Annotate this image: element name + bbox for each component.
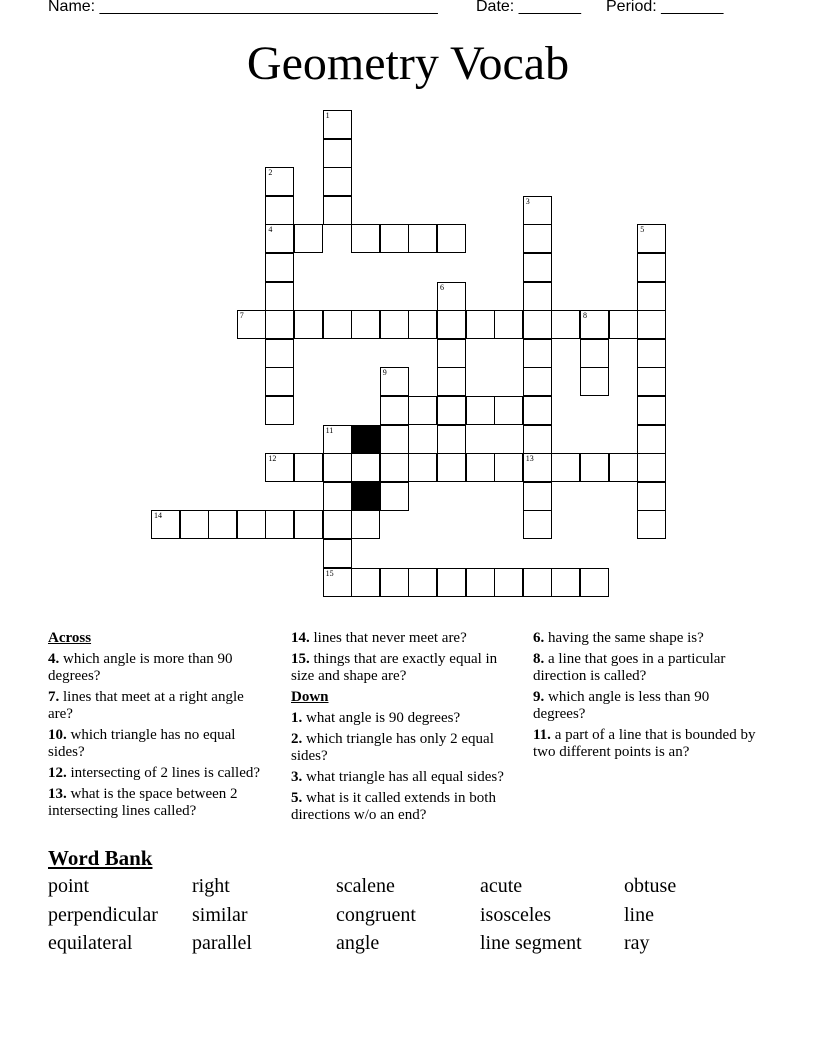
clue-text: having the same shape is? [544, 630, 704, 646]
clue-text: intersecting of 2 lines is called? [66, 765, 261, 781]
answer-cell[interactable] [551, 453, 580, 482]
answer-cell[interactable] [323, 167, 352, 196]
answer-cell[interactable] [523, 396, 552, 425]
answer-cell[interactable] [637, 482, 666, 511]
answer-cell[interactable] [466, 396, 495, 425]
answer-cell[interactable] [265, 396, 294, 425]
answer-cell[interactable] [323, 510, 352, 539]
clues-column-3 [533, 630, 761, 765]
answer-cell[interactable] [380, 482, 409, 511]
answer-cell[interactable] [351, 224, 380, 253]
answer-cell[interactable] [265, 310, 294, 339]
answer-cell[interactable] [466, 310, 495, 339]
answer-cell[interactable] [180, 510, 209, 539]
date-field[interactable]: Date: _______ [476, 0, 581, 15]
clue-num: 5. [291, 790, 303, 806]
answer-cell[interactable] [351, 510, 380, 539]
word-bank-word: obtuse [624, 875, 677, 897]
clue-item [533, 727, 761, 761]
answer-cell[interactable] [323, 196, 352, 225]
clue-text: things that are exactly equal in size and shape are? [291, 651, 498, 684]
answer-cell[interactable] [265, 282, 294, 311]
answer-cell[interactable] [380, 568, 409, 597]
clues-column-1 [48, 630, 270, 824]
answer-cell[interactable] [323, 453, 352, 482]
clue-number: 5 [640, 225, 645, 235]
clue-num: 13. [48, 786, 67, 802]
clue-num: 8. [533, 651, 545, 667]
answer-cell[interactable] [294, 310, 323, 339]
clue-num: 10. [48, 727, 67, 743]
clue-item [48, 651, 270, 685]
answer-cell[interactable] [637, 510, 666, 539]
answer-cell[interactable] [294, 224, 323, 253]
word-bank-word: right [192, 875, 230, 897]
word-bank-word: angle [336, 932, 380, 954]
clue-number: 1 [325, 111, 330, 120]
clue-text: which triangle has only 2 equal sides? [291, 731, 494, 764]
word-bank-word: parallel [192, 932, 252, 954]
clue-number: 15 [325, 568, 334, 578]
word-bank-word: ray [624, 932, 650, 954]
answer-cell[interactable] [523, 339, 552, 368]
answer-cell[interactable] [294, 510, 323, 539]
answer-cell[interactable] [637, 396, 666, 425]
answer-cell[interactable] [523, 196, 552, 225]
answer-cell[interactable] [494, 310, 523, 339]
clue-text: what angle is 90 degrees? [302, 710, 461, 726]
clue-num: 1. [291, 710, 303, 726]
answer-cell[interactable] [380, 453, 409, 482]
answer-cell[interactable] [408, 568, 437, 597]
answer-cell[interactable] [466, 568, 495, 597]
answer-cell[interactable] [637, 367, 666, 396]
answer-cell[interactable] [551, 310, 580, 339]
answer-cell[interactable] [437, 453, 466, 482]
clue-item [291, 630, 516, 647]
answer-cell[interactable] [408, 396, 437, 425]
answer-cell[interactable] [408, 453, 437, 482]
clue-num: 6. [533, 630, 545, 646]
answer-cell[interactable] [437, 224, 466, 253]
clue-item [291, 769, 516, 786]
clue-text: which angle is less than 90 degrees? [533, 689, 710, 722]
answer-cell[interactable] [408, 310, 437, 339]
clue-item [291, 790, 516, 824]
answer-cell[interactable] [637, 253, 666, 282]
answer-cell[interactable] [523, 425, 552, 454]
answer-cell[interactable] [523, 224, 552, 253]
answer-cell[interactable] [265, 453, 294, 482]
clue-number: 8 [583, 311, 587, 321]
word-bank-title: Word Bank [48, 846, 153, 870]
answer-cell[interactable] [323, 310, 352, 339]
clue-num: 4. [48, 651, 60, 667]
clue-num: 15. [291, 651, 310, 667]
answer-cell[interactable] [323, 482, 352, 511]
clue-text: what is the space between 2 intersecting lines called? [48, 786, 238, 819]
answer-cell[interactable] [437, 310, 466, 339]
clue-text: which triangle has no equal sides? [48, 727, 236, 760]
answer-cell[interactable] [151, 510, 180, 539]
clue-number: 7 [239, 311, 244, 321]
clue-num: 11. [533, 727, 551, 743]
answer-cell[interactable] [437, 568, 466, 597]
clue-text: a part of a line that is bounded by two different points is an? [533, 727, 756, 760]
answer-cell[interactable] [523, 510, 552, 539]
answer-cell[interactable] [637, 453, 666, 482]
answer-cell[interactable] [580, 568, 609, 597]
word-bank-word: line segment [480, 932, 582, 954]
answer-cell[interactable] [523, 367, 552, 396]
clue-text: a line that goes in a particular direction is called? [533, 651, 726, 684]
answer-cell[interactable] [408, 224, 437, 253]
answer-cell[interactable] [380, 310, 409, 339]
answer-cell[interactable] [351, 310, 380, 339]
answer-cell[interactable] [637, 310, 666, 339]
answer-cell[interactable] [437, 282, 466, 311]
answer-cell[interactable] [609, 453, 638, 482]
answer-cell[interactable] [265, 167, 294, 196]
clue-item [533, 689, 761, 723]
answer-cell[interactable] [437, 425, 466, 454]
clues-column-2 [291, 630, 516, 828]
clue-text: lines that meet at a right angle are? [48, 689, 244, 722]
answer-cell[interactable] [351, 568, 380, 597]
word-bank-word: point [48, 875, 90, 897]
clue-number: 13 [525, 454, 534, 464]
answer-cell[interactable] [265, 196, 294, 225]
word-bank-word: acute [480, 875, 523, 897]
answer-cell[interactable] [437, 396, 466, 425]
clue-number: 14 [154, 511, 162, 521]
answer-cell[interactable] [437, 339, 466, 368]
clue-item [291, 731, 516, 765]
answer-cell[interactable] [380, 425, 409, 454]
answer-cell[interactable] [637, 282, 666, 311]
answer-cell[interactable] [637, 339, 666, 368]
word-bank-word: line [624, 903, 654, 926]
clue-num: 14. [291, 630, 310, 646]
answer-cell[interactable] [351, 453, 380, 482]
clue-num: 7. [48, 689, 60, 705]
answer-cell[interactable] [551, 568, 580, 597]
answer-cell[interactable] [237, 310, 266, 339]
answer-cell[interactable] [380, 396, 409, 425]
answer-cell[interactable] [380, 224, 409, 253]
answer-cell[interactable] [265, 510, 294, 539]
answer-cell[interactable] [494, 568, 523, 597]
period-field[interactable]: Period: _______ [606, 0, 724, 15]
clue-item [48, 765, 270, 782]
page-title: Geometry Vocab [246, 37, 570, 90]
answer-cell[interactable] [265, 367, 294, 396]
answer-cell[interactable] [323, 539, 352, 568]
answer-cell[interactable] [323, 139, 352, 168]
clue-item [48, 786, 270, 820]
answer-cell[interactable] [523, 310, 552, 339]
answer-cell[interactable] [265, 253, 294, 282]
clue-number: 11 [325, 425, 334, 435]
word-bank-word: perpendicular [48, 903, 158, 926]
word-bank-word: congruent [336, 903, 416, 926]
answer-cell[interactable] [523, 453, 552, 482]
clue-text: what is it called extends in both directions w/o an end? [291, 790, 496, 823]
clue-text: what triangle has all equal sides? [302, 769, 504, 785]
clue-item [533, 651, 761, 685]
name-field[interactable]: Name: ______________________________________ [48, 0, 438, 15]
answer-cell[interactable] [323, 568, 352, 597]
black-cell [351, 482, 380, 511]
answer-cell[interactable] [637, 425, 666, 454]
clue-number: 6 [440, 282, 444, 292]
answer-cell[interactable] [265, 339, 294, 368]
answer-cell[interactable] [323, 110, 352, 139]
clue-item [48, 689, 270, 723]
clue-num: 3. [291, 769, 303, 785]
answer-cell[interactable] [580, 367, 609, 396]
clue-item [291, 710, 516, 727]
answer-cell[interactable] [637, 224, 666, 253]
answer-cell[interactable] [494, 453, 523, 482]
clue-number: 2 [268, 168, 273, 178]
answer-cell[interactable] [494, 396, 523, 425]
clue-item [533, 630, 761, 647]
answer-cell[interactable] [380, 367, 409, 396]
clue-text: lines that never meet are? [309, 630, 467, 646]
answer-cell[interactable] [580, 453, 609, 482]
answer-cell[interactable] [265, 224, 294, 253]
clue-number: 3 [525, 196, 530, 206]
black-cell [351, 425, 380, 454]
answer-cell[interactable] [323, 425, 352, 454]
answer-cell[interactable] [208, 510, 237, 539]
answer-cell[interactable] [580, 310, 609, 339]
answer-cell[interactable] [523, 568, 552, 597]
answer-cell[interactable] [523, 282, 552, 311]
answer-cell[interactable] [580, 339, 609, 368]
clue-number: 9 [382, 368, 387, 378]
answer-cell[interactable] [609, 310, 638, 339]
across-heading: Across [48, 630, 92, 646]
clue-num: 2. [291, 731, 303, 747]
clue-number: 12 [268, 454, 277, 464]
word-bank-word: scalene [336, 875, 395, 897]
down-heading: Down [291, 689, 329, 705]
clue-text: which angle is more than 90 degrees? [48, 651, 233, 684]
word-bank-word: isosceles [480, 903, 552, 926]
answer-cell[interactable] [523, 482, 552, 511]
answer-cell[interactable] [523, 253, 552, 282]
answer-cell[interactable] [237, 510, 266, 539]
answer-cell[interactable] [294, 453, 323, 482]
answer-cell[interactable] [466, 453, 495, 482]
answer-cell[interactable] [437, 367, 466, 396]
clue-num: 9. [533, 689, 545, 705]
clue-number: 4 [268, 225, 273, 235]
word-bank-word: similar [192, 903, 248, 926]
clue-item [291, 651, 516, 685]
word-bank-word: equilateral [48, 932, 133, 954]
clue-item [48, 727, 270, 761]
clue-num: 12. [48, 765, 67, 781]
